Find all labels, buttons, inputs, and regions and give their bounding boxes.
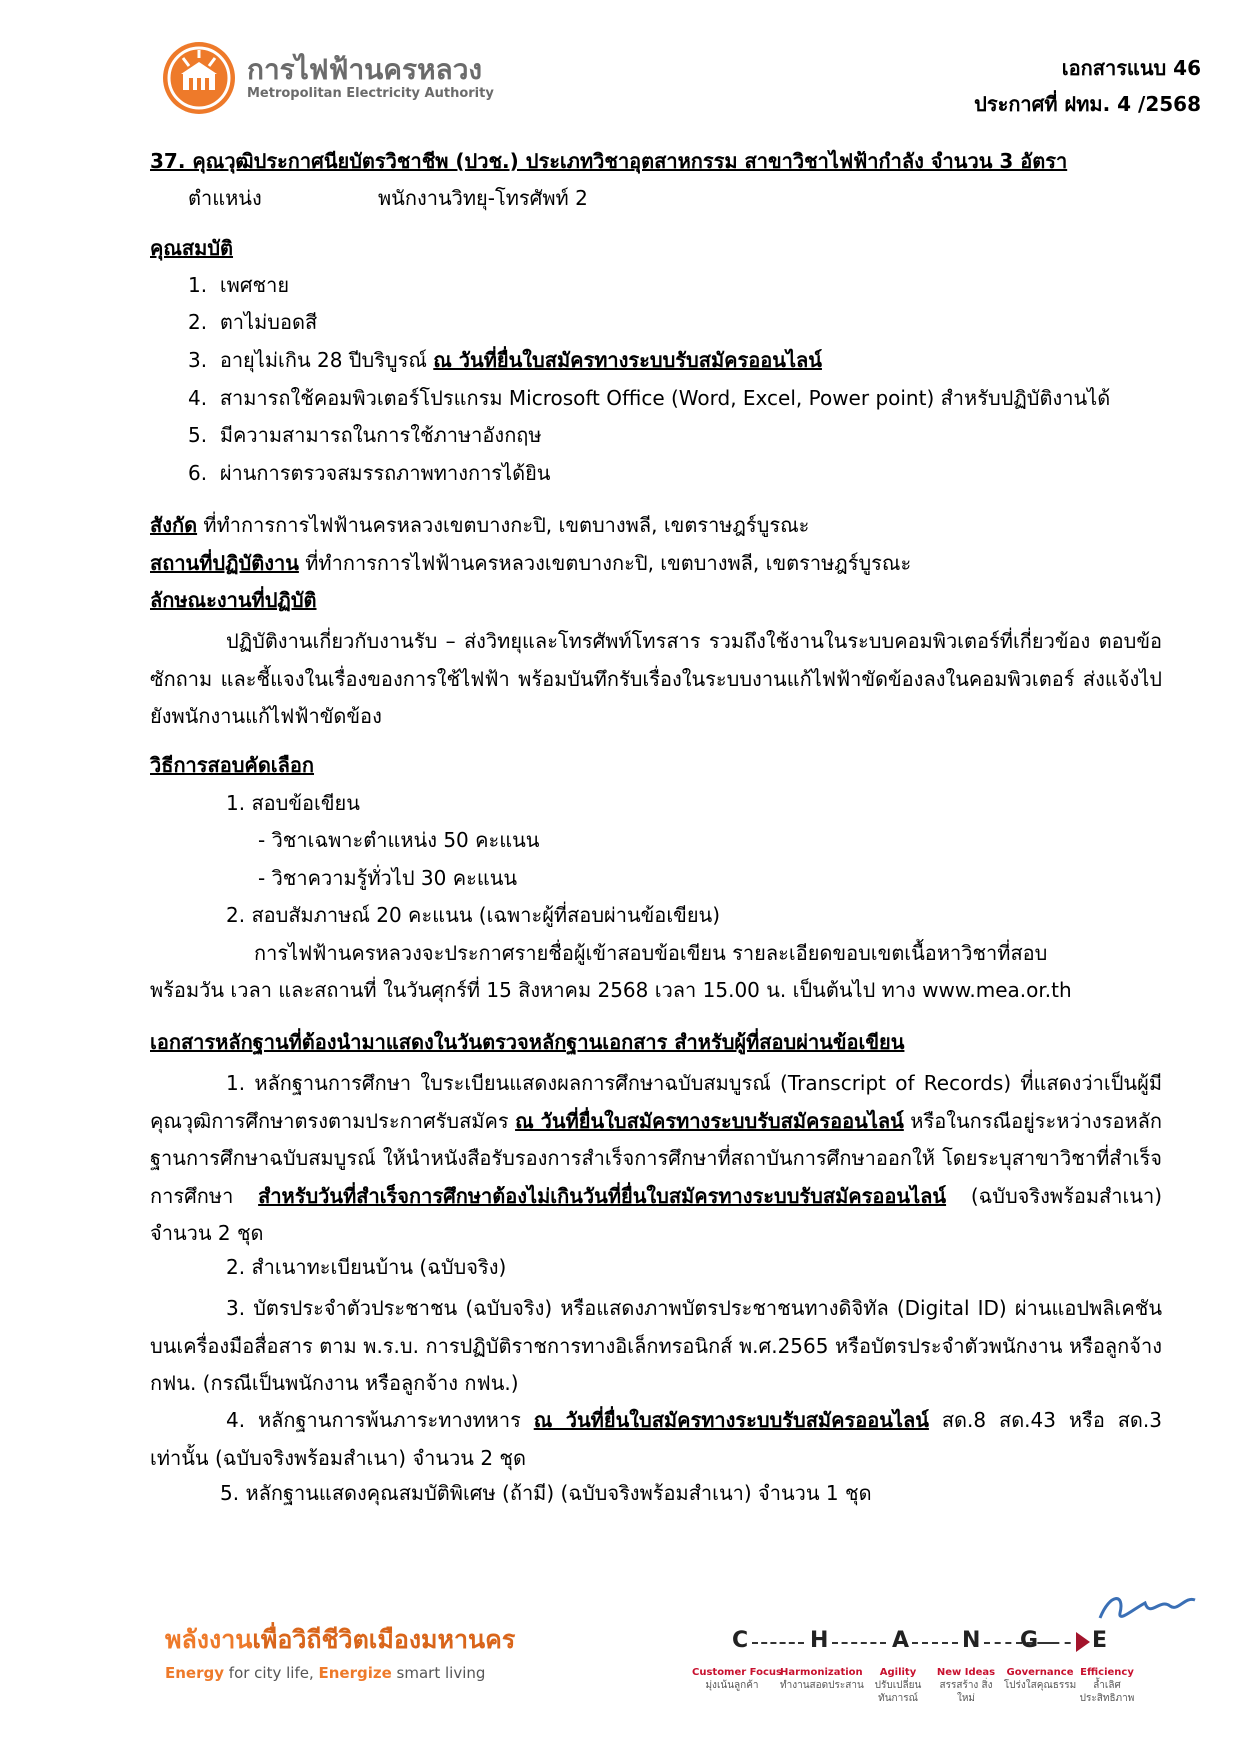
- document-item-3: 3. บัตรประจำตัวประชาชน (ฉบับจริง) หรือแสดงภาพบัตรประชาชนทางดิจิทัล (Digital ID) ผ่านแอปพลิเคชันบนเครื่องมือสื่อสาร ตาม พ.ร.บ. การปฏิบัติราชการทางอิเล็กทรอนิกส์ พ.ศ.2565 หรือบัตรประจำตัวพนักงาน หรือลูกจ้าง กฟน. (กรณีเป็นพนักงาน หรือลูกจ้าง กฟน.): [150, 1296, 1162, 1395]
- change-label: Governance โปร่งใสคุณธรรม: [1003, 1667, 1077, 1691]
- document-item-5: 5. หลักฐานแสดงคุณสมบัติพิเศษ (ถ้ามี) (ฉบับจริงพร้อมสำเนา) จำนวน 1 ชุด: [220, 1481, 872, 1505]
- slogan-en: Energy for city life, Energize smart living: [165, 1664, 486, 1682]
- change-label: Customer Focus มุ่งเน้นลูกค้า: [692, 1667, 782, 1691]
- position-heading: 37. คุณวุฒิประกาศนียบัตรวิชาชีพ (ปวช.) ประเภทวิชาอุตสาหกรรม สาขาวิชาไฟฟ้ากำลัง จำนวน 3 อัตรา: [150, 149, 1068, 173]
- list-item: 4. สามารถใช้คอมพิวเตอร์โปรแกรม Microsoft Office (Word, Excel, Power point) สำหรับปฏิบัติงานได้: [188, 386, 1111, 410]
- documents-heading: เอกสารหลักฐานที่ต้องนำมาแสดงในวันตรวจหลักฐานเอกสาร สำหรับผู้ที่สอบผ่านข้อเขียน: [150, 1030, 905, 1054]
- change-label: New Ideas สรรสร้าง สิ่งใหม่: [936, 1667, 996, 1704]
- workplace: สถานที่ปฏิบัติงาน ที่ทำการการไฟฟ้านครหลวงเขตบางกะปิ, เขตบางพลี, เขตราษฎร์บูรณะ: [150, 551, 912, 575]
- selection-heading: วิธีการสอบคัดเลือก: [150, 753, 315, 777]
- written-subject-1: - วิชาเฉพาะตำแหน่ง 50 คะแนน: [258, 828, 540, 852]
- document-item-2: 2. สำเนาทะเบียนบ้าน (ฉบับจริง): [226, 1255, 507, 1279]
- list-item: 1. เพศชาย: [188, 273, 290, 297]
- document-item-4: 4. หลักฐานการพ้นภาระทางทหาร ณ วันที่ยื่นใบสมัครทางระบบรับสมัครออนไลน์ สด.8 สด.43 หรือ สด.3 เท่านั้น (ฉบับจริงพร้อมสำเนา) จำนวน 2 ชุด: [150, 1408, 1162, 1470]
- mea-emblem-icon: [163, 42, 235, 114]
- document-reference: [974, 50, 1201, 122]
- footer-slogan: [165, 1620, 515, 1682]
- workplace-label: สถานที่ปฏิบัติงาน: [150, 551, 299, 575]
- arrow-icon: [1076, 1632, 1090, 1652]
- change-letter: H: [810, 1628, 829, 1653]
- job-description: ปฏิบัติงานเกี่ยวกับงานรับ – ส่งวิทยุและโทรศัพท์โทรสาร รวมถึงใช้งานในระบบคอมพิวเตอร์ที่เกี่ยวข้อง ตอบข้อซักถาม และชี้แจงในเรื่องของการใช้ไฟฟ้า พร้อมบันทึกรับเรื่องในระบบงานแก้ไฟฟ้าขัดข้องลงในคอมพิวเตอร์ ส่งแจ้งไปยังพนักงานแก้ไฟฟ้าขัดข้อง: [150, 629, 1162, 728]
- document-item-1: 1. หลักฐานการศึกษา ใบระเบียนแสดงผลการศึกษาฉบับสมบูรณ์ (Transcript of Records) ที่แสดงว่าเป็นผู้มีคุณวุฒิการศึกษาตรงตามประกาศรับสมัคร ณ วันที่ยื่นใบสมัครทางระบบรับสมัครออนไลน์ หรือในกรณีอยู่ระหว่างรอหลักฐานการศึกษาฉบับสมบูรณ์ ให้นำหนังสือรับรองการสำเร็จการศึกษาที่สถาบันการศึกษาออกให้ โดยระบุสาขาวิชาที่สำเร็จการศึกษา สำหรับวันที่สำเร็จการศึกษาต้องไม่เกินวันที่ยื่นใบสมัครทางระบบรับสมัครออนไลน์ (ฉบับจริงพร้อมสำเนา) จำนวน 2 ชุด: [150, 1071, 1162, 1245]
- exam-notice-line1: การไฟฟ้านครหลวงจะประกาศรายชื่อผู้เข้าสอบข้อเขียน รายละเอียดขอบเขตเนื้อหาวิชาที่สอบ: [254, 941, 1048, 965]
- slogan-th: พลังงานเพื่อวิถีชีวิตเมืองมหานคร: [165, 1625, 516, 1654]
- written-subject-2: - วิชาความรู้ทั่วไป 30 คะแนน: [258, 866, 518, 890]
- change-values-bar: [690, 1618, 1210, 1708]
- mea-logo: [163, 42, 493, 118]
- change-letter: C: [732, 1628, 749, 1653]
- job-heading: ลักษณะงานที่ปฏิบัติ: [150, 588, 317, 612]
- list-item: 3. อายุไม่เกิน 28 ปีบริบูรณ์ ณ วันที่ยื่นใบสมัครทางระบบรับสมัครออนไลน์: [188, 348, 822, 372]
- org-name-en: Metropolitan Electricity Authority: [247, 86, 494, 101]
- divider: [912, 1642, 958, 1644]
- affiliation-label: สังกัด: [150, 513, 198, 537]
- change-label: Harmonization ทำงานสอดประสาน: [780, 1667, 864, 1691]
- signature-icon: [1090, 1588, 1200, 1628]
- change-letter: G: [1020, 1628, 1039, 1653]
- position-label: ตำแหน่ง: [188, 186, 262, 210]
- qualifications-heading: คุณสมบัติ: [150, 236, 234, 260]
- org-name-th: การไฟฟ้านครหลวง: [247, 53, 483, 86]
- position-title: พนักงานวิทยุ-โทรศัพท์ 2: [378, 186, 588, 210]
- change-letter: E: [1092, 1628, 1108, 1653]
- change-label: Efficiency ล้ำเลิศ ประสิทธิภาพ: [1079, 1667, 1135, 1704]
- interview-exam: 2. สอบสัมภาษณ์ 20 คะแนน (เฉพาะผู้ที่สอบผ่านข้อเขียน): [226, 903, 721, 927]
- change-letter: A: [892, 1628, 910, 1653]
- announcement-number: ประกาศที่ ฝทม. 4 /2568: [974, 92, 1201, 116]
- change-label: Agility ปรับเปลี่ยน ทันการณ์: [874, 1667, 922, 1704]
- change-letter: N: [962, 1628, 981, 1653]
- written-exam: 1. สอบข้อเขียน: [226, 791, 360, 815]
- list-item: 5. มีความสามารถในการใช้ภาษาอังกฤษ: [188, 423, 542, 447]
- affiliation: สังกัด ที่ทำการการไฟฟ้านครหลวงเขตบางกะปิ, เขตบางพลี, เขตราษฎร์บูรณะ: [150, 513, 810, 537]
- divider: [752, 1642, 804, 1644]
- exam-notice-line2: พร้อมวัน เวลา และสถานที่ ในวันศุกร์ที่ 15 สิงหาคม 2568 เวลา 15.00 น. เป็นต้นไป ทาง www.mea.or.th: [150, 978, 1072, 1002]
- list-item: 2. ตาไม่บอดสี: [188, 310, 318, 334]
- divider: [832, 1642, 886, 1644]
- list-item: 6. ผ่านการตรวจสมรรถภาพทางการได้ยิน: [188, 461, 551, 485]
- attachment-number: เอกสารแนบ 46: [1061, 56, 1201, 80]
- emphasis: ณ วันที่ยื่นใบสมัครทางระบบรับสมัครออนไลน์: [433, 348, 822, 372]
